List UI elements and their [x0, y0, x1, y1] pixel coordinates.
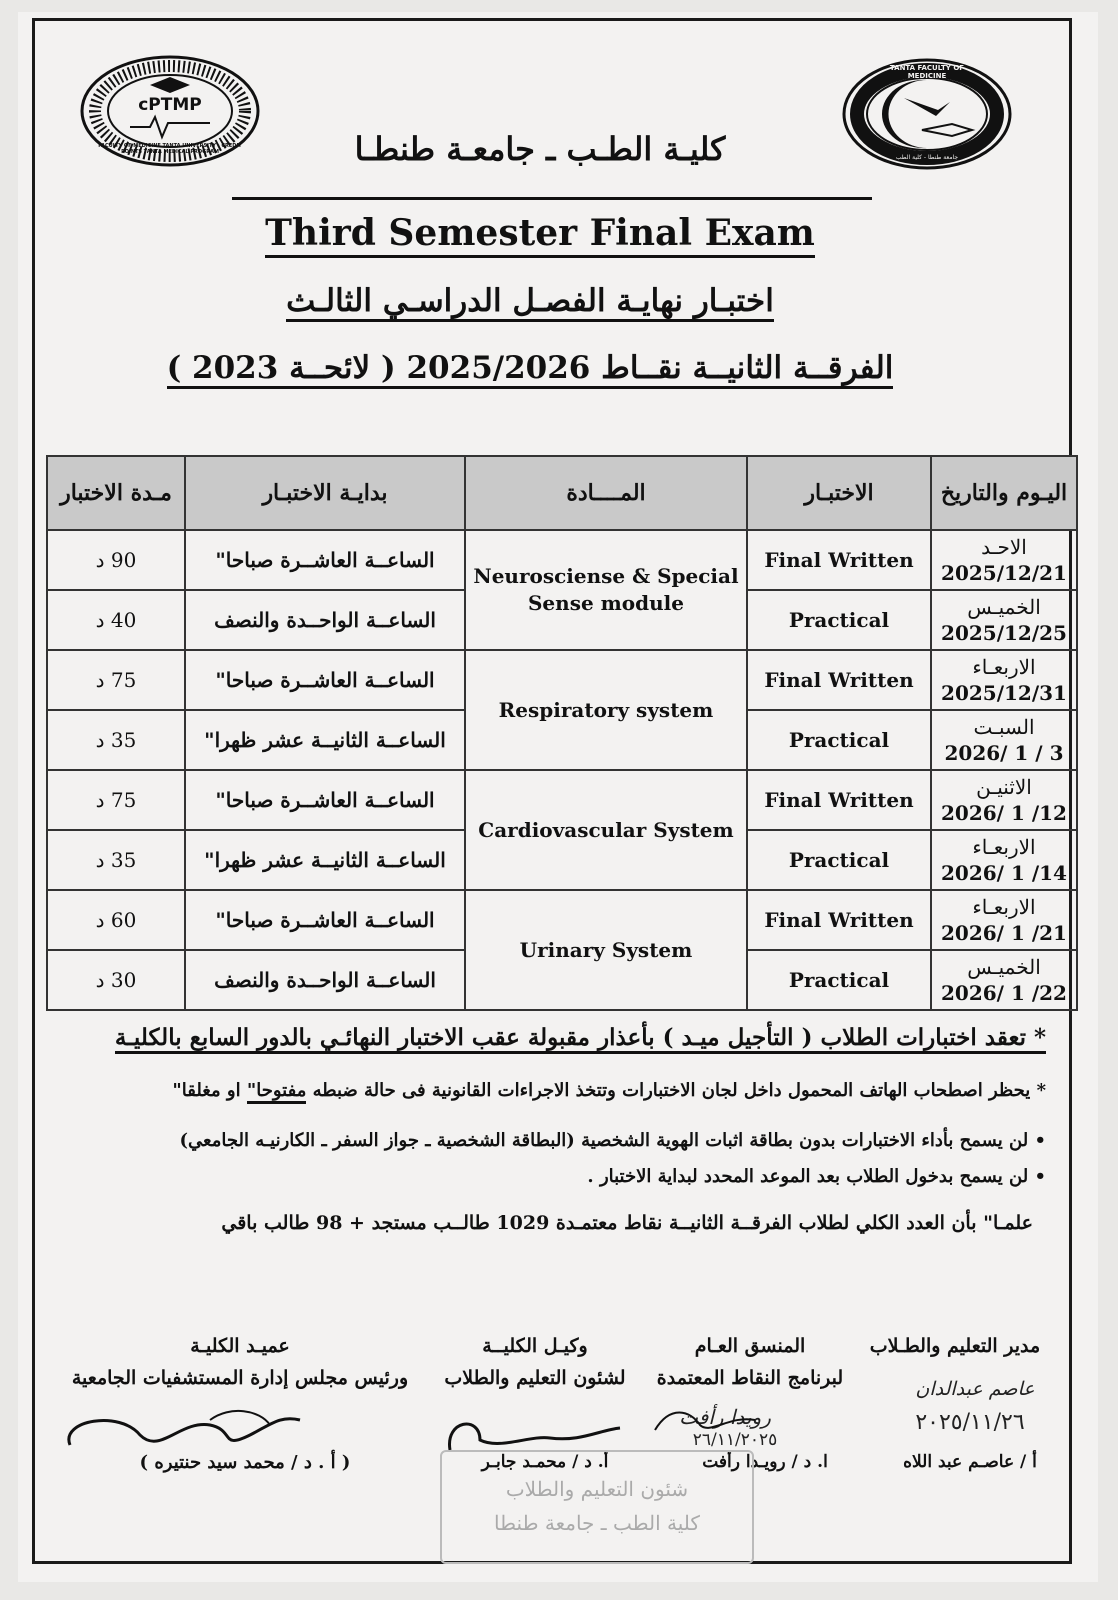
exam-type-cell: Practical — [747, 590, 931, 650]
duration-cell: 75 د — [47, 650, 185, 710]
day-name: الاربعـاء — [972, 835, 1036, 859]
day-date-cell — [931, 710, 1077, 770]
note-id-card-text: لن يسمح بأداء الاختبارات بدون بطاقة اثبات الهوية الشخصية (البطاقة الشخصية ـ جواز السفر ـ الكارنيـه الجامعي) — [179, 1130, 1029, 1151]
header-subject: المــــادة — [465, 456, 747, 530]
day-name: الاثنيـن — [976, 775, 1032, 799]
note-postponed-text: * تعقد اختبارات الطلاب ( التأجيل ميـد ) بأعذار مقبولة عقب الاختبار النهائـي بالدور السابع بالكليـة — [115, 1024, 1046, 1054]
exam-date: 2026/ 1 /14 — [941, 861, 1067, 885]
signature-subtitle: لبرنامج النقاط المعتمدة — [656, 1367, 844, 1389]
subject-line: Neurosciense & Special — [473, 564, 739, 588]
subject-line: Sense module — [527, 591, 684, 615]
note-student-count: علمـا" بأن العدد الكلي لطلاب الفرقــة الثانيــة نقاط معتمـدة 1029 طالــب مستجد + 98 طالب باقي — [221, 1212, 1033, 1234]
day-date-cell — [931, 890, 1077, 950]
day-name: الخميـس — [967, 595, 1041, 619]
day-date-cell — [931, 770, 1077, 830]
signature-vice-dean — [440, 1335, 630, 1389]
faculty-name: كليـة الطـب ـ جامعـة طنطـا — [354, 130, 726, 168]
handwritten-signature-dean — [60, 1400, 320, 1460]
header-divider — [232, 197, 872, 200]
note-late-entry-text: لن يسمح بدخول الطلاب بعد الموعد المحدد لبداية الاختبار . — [587, 1166, 1029, 1187]
stamp-line-1: شئون التعليم والطلاب — [505, 1477, 689, 1501]
signature-name-vice-dean: أ. د / محمـد جابـر — [481, 1452, 609, 1472]
start-cell: الساعــة العاشــرة صباحا" — [185, 770, 465, 830]
office-stamp — [440, 1450, 754, 1564]
exam-schedule-table — [46, 455, 1078, 1011]
exam-title-ar-text: اختبـار نهايـة الفصـل الدراسـي الثالـث — [286, 283, 774, 322]
header-start: بدايـة الاختبـار — [185, 456, 465, 530]
note-phone-closed: او مغلقا" — [172, 1080, 241, 1101]
note-late-entry: • لن يسمح بدخول الطلاب بعد الموعد المحدد لبداية الاختبار . — [587, 1166, 1046, 1187]
exam-date: 2026/ 1 /12 — [941, 801, 1067, 825]
day-name: السبـت — [973, 715, 1035, 739]
table-row — [47, 650, 1077, 710]
signature-name-education-director: أ / عاصـم عبد اللاه — [903, 1452, 1037, 1472]
subject-cell — [465, 770, 747, 890]
cptmp-logo-ring-text: FACULTY OF MEDICINE TANTA UNIVERSITY · CREDIT POINTS TANTA MEDICAL PROGRAM — [98, 143, 242, 155]
signature-title: المنسق العـام — [694, 1335, 806, 1357]
note-mobile-phone — [66, 1080, 1046, 1101]
exam-date: 2025/12/31 — [941, 681, 1067, 705]
exam-type-cell: Final Written — [747, 770, 931, 830]
subject-line: Cardiovascular System — [478, 817, 734, 842]
signature-education-director — [850, 1335, 1060, 1357]
tanta-logo-ring-text: TANTA FACULTY OF MEDICINE — [889, 64, 965, 80]
duration-cell: 60 د — [47, 890, 185, 950]
table-row — [47, 770, 1077, 830]
exam-date: 2026/ 1 /21 — [941, 921, 1067, 945]
table-header-row — [47, 456, 1077, 530]
start-cell: الساعــة الواحــدة والنصف — [185, 590, 465, 650]
exam-date: 2025/12/21 — [941, 561, 1067, 585]
start-cell: الساعــة العاشــرة صباحا" — [185, 530, 465, 590]
exam-subtitle-ar-text: الفرقــة الثانيــة نقــاط 2025/2026 ( لائحــة 2023 ) — [167, 350, 894, 389]
cptmp-logo — [80, 55, 260, 167]
exam-title-ar — [210, 283, 850, 319]
note-id-card: • لن يسمح بأداء الاختبارات بدون بطاقة اثبات الهوية الشخصية (البطاقة الشخصية ـ جواز السفر ـ الكارنيـه الجامعي) — [179, 1130, 1046, 1151]
exam-type-cell: Practical — [747, 830, 931, 890]
tanta-medicine-logo — [842, 58, 1012, 170]
note-phone-text: * يحظر اصطحاب الهاتف المحمول داخل لجان الاختبارات وتتخذ الاجراءات القانونية فى حالة ضبطه — [312, 1080, 1046, 1101]
table-row — [47, 890, 1077, 950]
exam-title-en-text: Third Semester Final Exam — [265, 212, 815, 258]
start-cell: الساعــة العاشــرة صباحا" — [185, 650, 465, 710]
signature-title: عميـد الكليـة — [190, 1335, 290, 1357]
duration-cell: 35 د — [47, 710, 185, 770]
subject-cell — [465, 890, 747, 1010]
signature-title: وكيـل الكليــة — [482, 1335, 588, 1357]
exam-type-cell: Final Written — [747, 650, 931, 710]
day-name: الاربعـاء — [972, 895, 1036, 919]
signature-title: مدير التعليم والطـلاب — [869, 1335, 1041, 1357]
exam-subtitle-ar — [130, 350, 930, 386]
signature-name-dean: ( أ . د / محمد سيد حنتيره ) — [139, 1452, 351, 1473]
exam-date: 2026/ 1 /22 — [941, 981, 1067, 1005]
start-cell: الساعــة الثانيــة عشر ظهرا" — [185, 830, 465, 890]
exam-type-cell: Practical — [747, 710, 931, 770]
signature-subtitle: لشئون التعليم والطلاب — [444, 1367, 626, 1389]
exam-type-cell: Final Written — [747, 890, 931, 950]
handwritten-name-coordinator: رويدا رأفت — [679, 1405, 771, 1429]
note-phone-open: مفتوحا" — [247, 1080, 306, 1104]
duration-cell: 75 د — [47, 770, 185, 830]
day-name: الخميـس — [967, 955, 1041, 979]
duration-cell: 35 د — [47, 830, 185, 890]
header-day: اليـوم والتاريخ — [931, 456, 1077, 530]
day-date-cell — [931, 590, 1077, 650]
header-duration: مـدة الاختبار — [47, 456, 185, 530]
start-cell: الساعــة الواحــدة والنصف — [185, 950, 465, 1010]
day-name: الاحـد — [981, 535, 1027, 559]
cptmp-logo-text: cPTMP — [138, 95, 202, 115]
exam-title-en — [240, 212, 840, 254]
exam-date: 2025/12/25 — [941, 621, 1067, 645]
day-date-cell — [931, 950, 1077, 1010]
table-row — [47, 530, 1077, 590]
handwritten-date-coordinator: ٢٦/١١/٢٠٢٥ — [692, 1430, 778, 1450]
exam-type-cell: Practical — [747, 950, 931, 1010]
start-cell: الساعــة العاشــرة صباحا" — [185, 890, 465, 950]
day-date-cell — [931, 830, 1077, 890]
day-date-cell — [931, 530, 1077, 590]
subject-line: Urinary System — [519, 937, 693, 962]
tanta-logo-bottom-text: جامعة طنطا - كلية الطب — [895, 154, 959, 161]
handwritten-signature-coordinator — [650, 1400, 760, 1440]
day-name: الاربعـاء — [972, 655, 1036, 679]
start-cell: الساعــة الثانيــة عشر ظهرا" — [185, 710, 465, 770]
stamp-line-2: كلية الطب ـ جامعة طنطا — [494, 1511, 700, 1535]
signature-coordinator — [650, 1335, 850, 1389]
exam-type-cell: Final Written — [747, 530, 931, 590]
signature-name-coordinator: ا. د / رويـدا رأفت — [702, 1452, 828, 1472]
duration-cell: 90 د — [47, 530, 185, 590]
signature-dean — [60, 1335, 420, 1389]
header-exam: الاختبـار — [747, 456, 931, 530]
duration-cell: 30 د — [47, 950, 185, 1010]
subject-cell — [465, 530, 747, 650]
subject-line: Respiratory system — [498, 697, 714, 722]
day-date-cell — [931, 650, 1077, 710]
note-postponed-exams — [66, 1024, 1046, 1051]
signature-subtitle: ورئيس مجلس إدارة المستشفيات الجامعية — [71, 1367, 409, 1389]
duration-cell: 40 د — [47, 590, 185, 650]
handwritten-name-education-director: عاصم عبدالدان — [915, 1378, 1035, 1400]
subject-cell — [465, 650, 747, 770]
handwritten-date-education-director: ٢٠٢٥/١١/٢٦ — [915, 1410, 1025, 1435]
exam-date: 2026/ 1 / 3 — [944, 741, 1064, 765]
